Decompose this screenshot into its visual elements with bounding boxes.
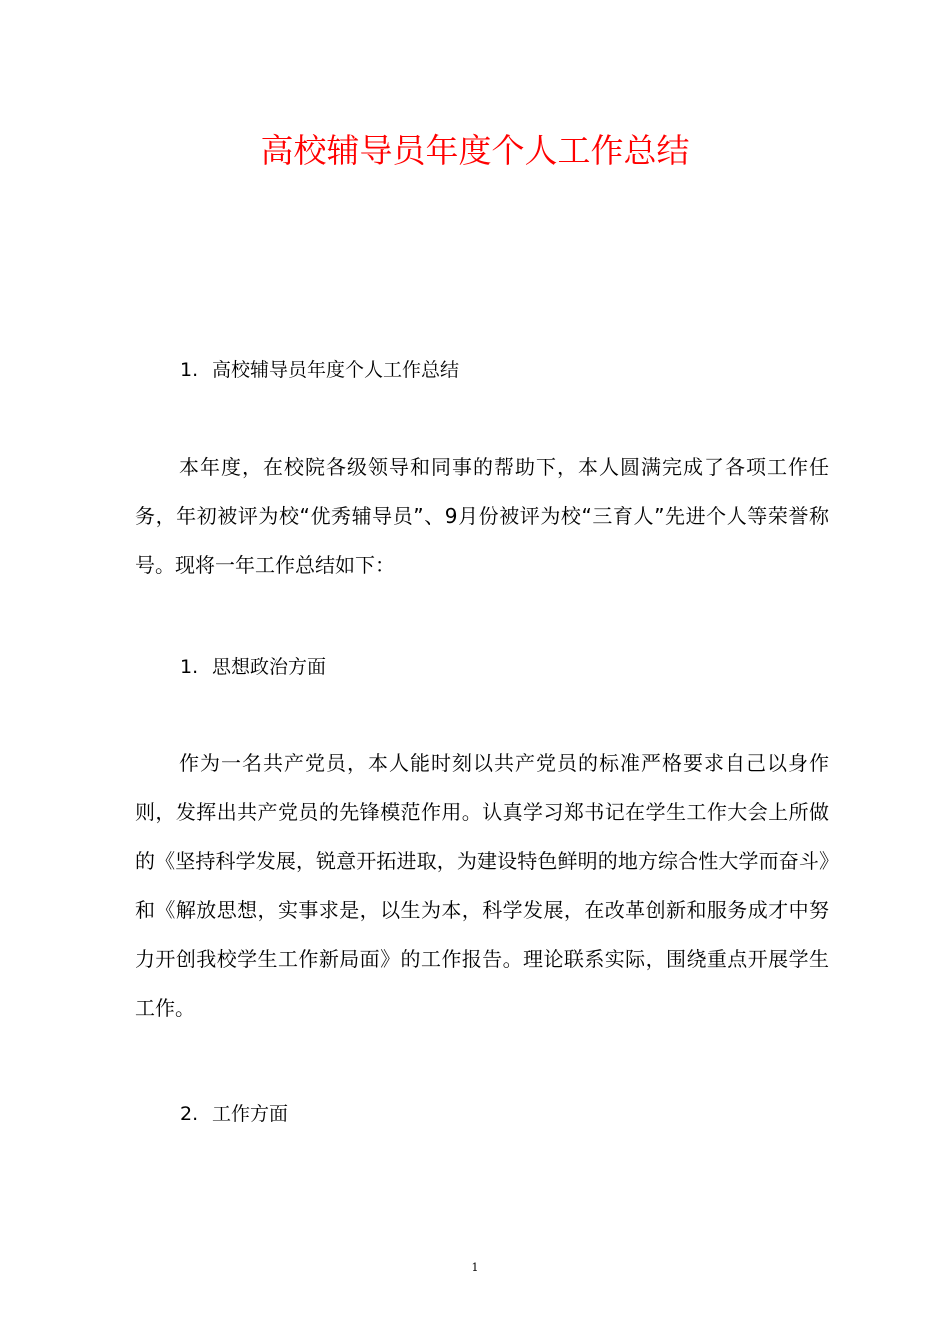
section-heading-text: 思想政治方面 [212, 656, 327, 678]
ideology-paragraph: 作为一名共产党员，本人能时刻以共产党员的标准严格要求自己以身作则，发挥出共产党员的先锋模范作用。认真学习郑书记在学生工作大会上所做的《坚持科学发展，锐意开拓进取，为建设特色鲜明的地方综合性大学而奋斗》和《解放思想，实事求是，以生为本，科学发展，在改革创新和服务成才中努力开创我校学生工作新局面》的工作报告。理论联系实际，围绕重点开展学生工作。 [135, 751, 829, 1020]
section-heading-ideology [180, 653, 326, 681]
page-number: 1 [471, 1261, 479, 1274]
section-heading-overall [180, 356, 459, 384]
section-number: 1. [180, 656, 199, 678]
section-heading-text: 高校辅导员年度个人工作总结 [212, 359, 460, 381]
section-number: 1. [180, 359, 199, 381]
section-number: 2. [180, 1103, 199, 1125]
document-title: 高校辅导员年度个人工作总结 [260, 131, 690, 171]
intro-paragraph: 本年度，在校院各级领导和同事的帮助下，本人圆满完成了各项工作任务，年初被评为校“优秀辅导员”、9月份被评为校“三育人”先进个人等荣誉称号。现将一年工作总结如下： [135, 455, 829, 577]
section-heading-work [180, 1100, 288, 1128]
section-heading-text: 工作方面 [212, 1103, 289, 1125]
